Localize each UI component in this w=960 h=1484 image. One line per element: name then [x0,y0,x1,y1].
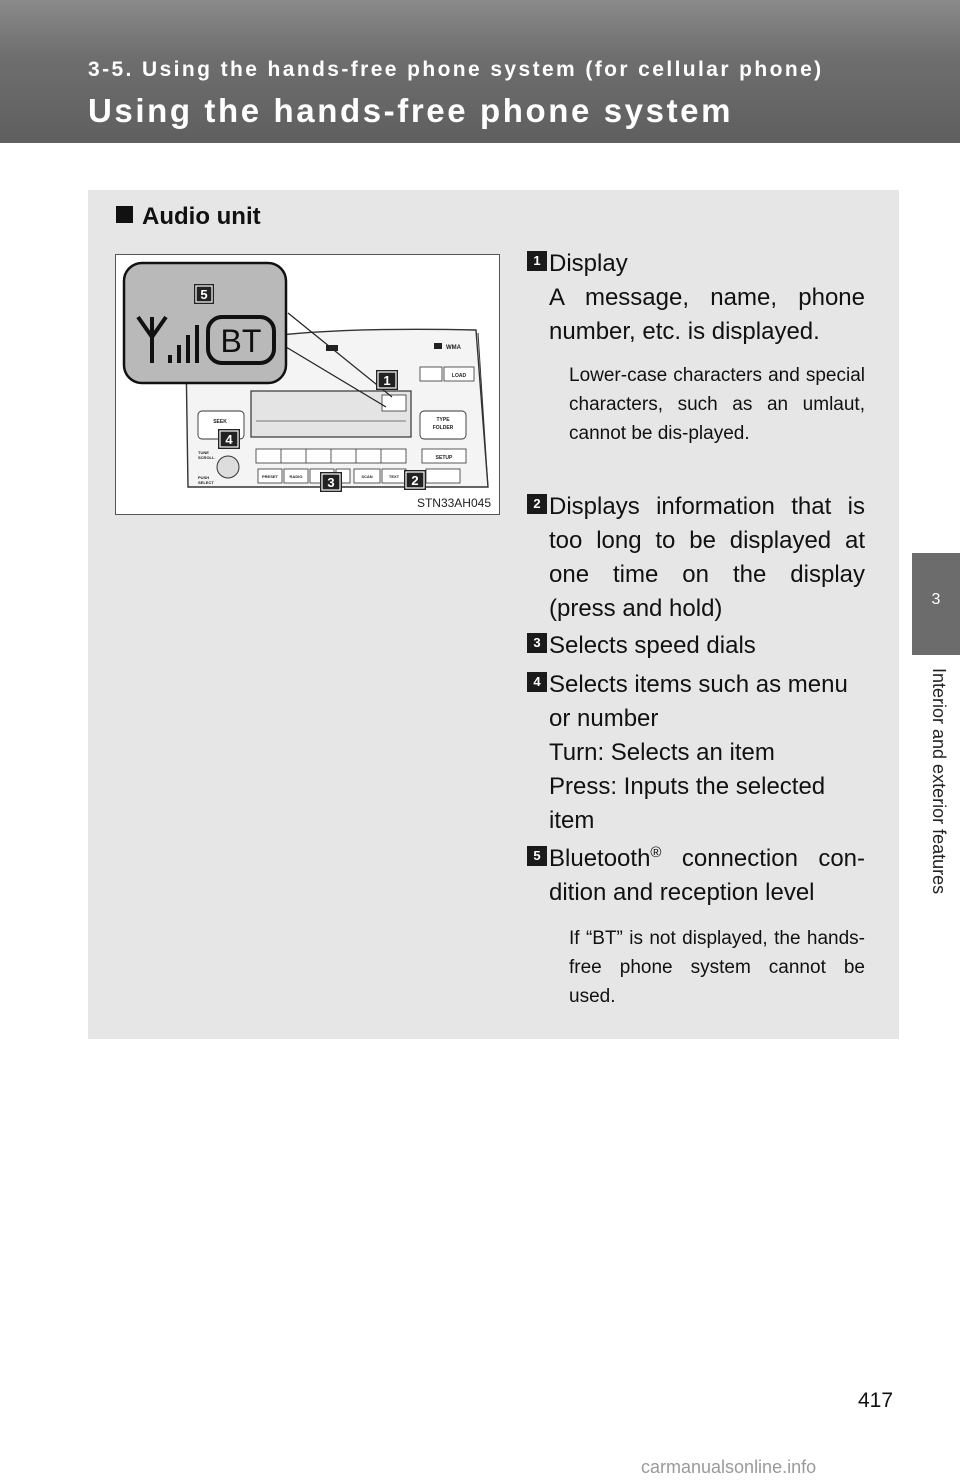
registered-mark: ® [650,844,662,861]
push-label: PUSH [198,475,210,480]
subheading [116,203,261,231]
page-number: 417 [858,1389,894,1412]
item-press-action: Press: Inputs the selected item [549,773,826,834]
page-title: Using the hands-free phone system [88,92,734,129]
item-description: A message, name, phone number, etc. is displayed. [549,284,865,345]
item-title: Display [549,250,628,277]
chapter-tab[interactable] [912,553,960,655]
scan-label: SCAN [361,474,373,479]
audio-unit-figure [115,254,500,515]
item-turn-action: Turn: Selects an item [549,739,775,766]
section-title: 3-5. Using the hands-free phone system (for cellular phone) [88,58,824,81]
item-number-badge: 3 [527,633,547,653]
setup-label: SETUP [435,455,453,461]
audio-unit-illustration [116,255,499,514]
page-header [0,0,960,143]
svg-text:WMA: WMA [446,345,461,351]
connection-text: connection con-dition and reception level [549,845,865,906]
chapter-number: 3 [931,591,941,608]
text-label: TEXT [388,474,400,479]
item-note-1: Lower-case characters and special characters, such as an umlaut, cannot be dis-played. [569,365,865,444]
square-bullet-icon [116,206,133,223]
svg-text:3: 3 [327,475,335,490]
item-note-5: If “BT” is not displayed, the hands-free phone system cannot be used. [569,928,865,1007]
radio-label: RADIO [289,474,303,479]
item-description: Displays information that is too long to be displayed at one time on the display (press and hold) [549,493,865,622]
item-description: Selects items such as menu or number [549,671,848,732]
callout-2 [404,470,426,490]
item-number-badge: 2 [527,494,547,514]
select-label: SELECT [198,480,214,485]
scroll-label: SCROLL [198,455,215,460]
magnified-display-bubble [124,263,286,383]
callout-4 [218,429,240,449]
tune-label: TUNE [198,450,209,455]
subheading-text: Audio unit [142,203,261,230]
item-description [549,842,865,910]
bluetooth-word: Bluetooth [549,845,651,872]
svg-text:1: 1 [383,373,391,388]
figure-code: STN33AH045 [416,496,491,510]
preset-label: PRESET [261,474,279,479]
type-label: TYPE [436,417,450,423]
callout-5 [194,284,214,304]
item-number-badge: 5 [527,846,547,866]
seek-label: SEEK [213,419,227,425]
svg-text:4: 4 [225,432,233,447]
item-number-badge: 4 [527,672,547,692]
item-description: Selects speed dials [549,632,756,659]
bt-icon-text: BT [220,323,262,359]
watermark: carmanualsonline.info [641,1457,817,1477]
folder-label: FOLDER [432,425,454,431]
chapter-label: Interior and exterior features [929,668,949,895]
load-label: LOAD [451,373,467,379]
callout-1 [376,370,398,390]
item-number-badge: 1 [527,251,547,271]
svg-text:5: 5 [200,287,208,302]
callout-3 [320,472,342,492]
svg-text:2: 2 [411,473,419,488]
